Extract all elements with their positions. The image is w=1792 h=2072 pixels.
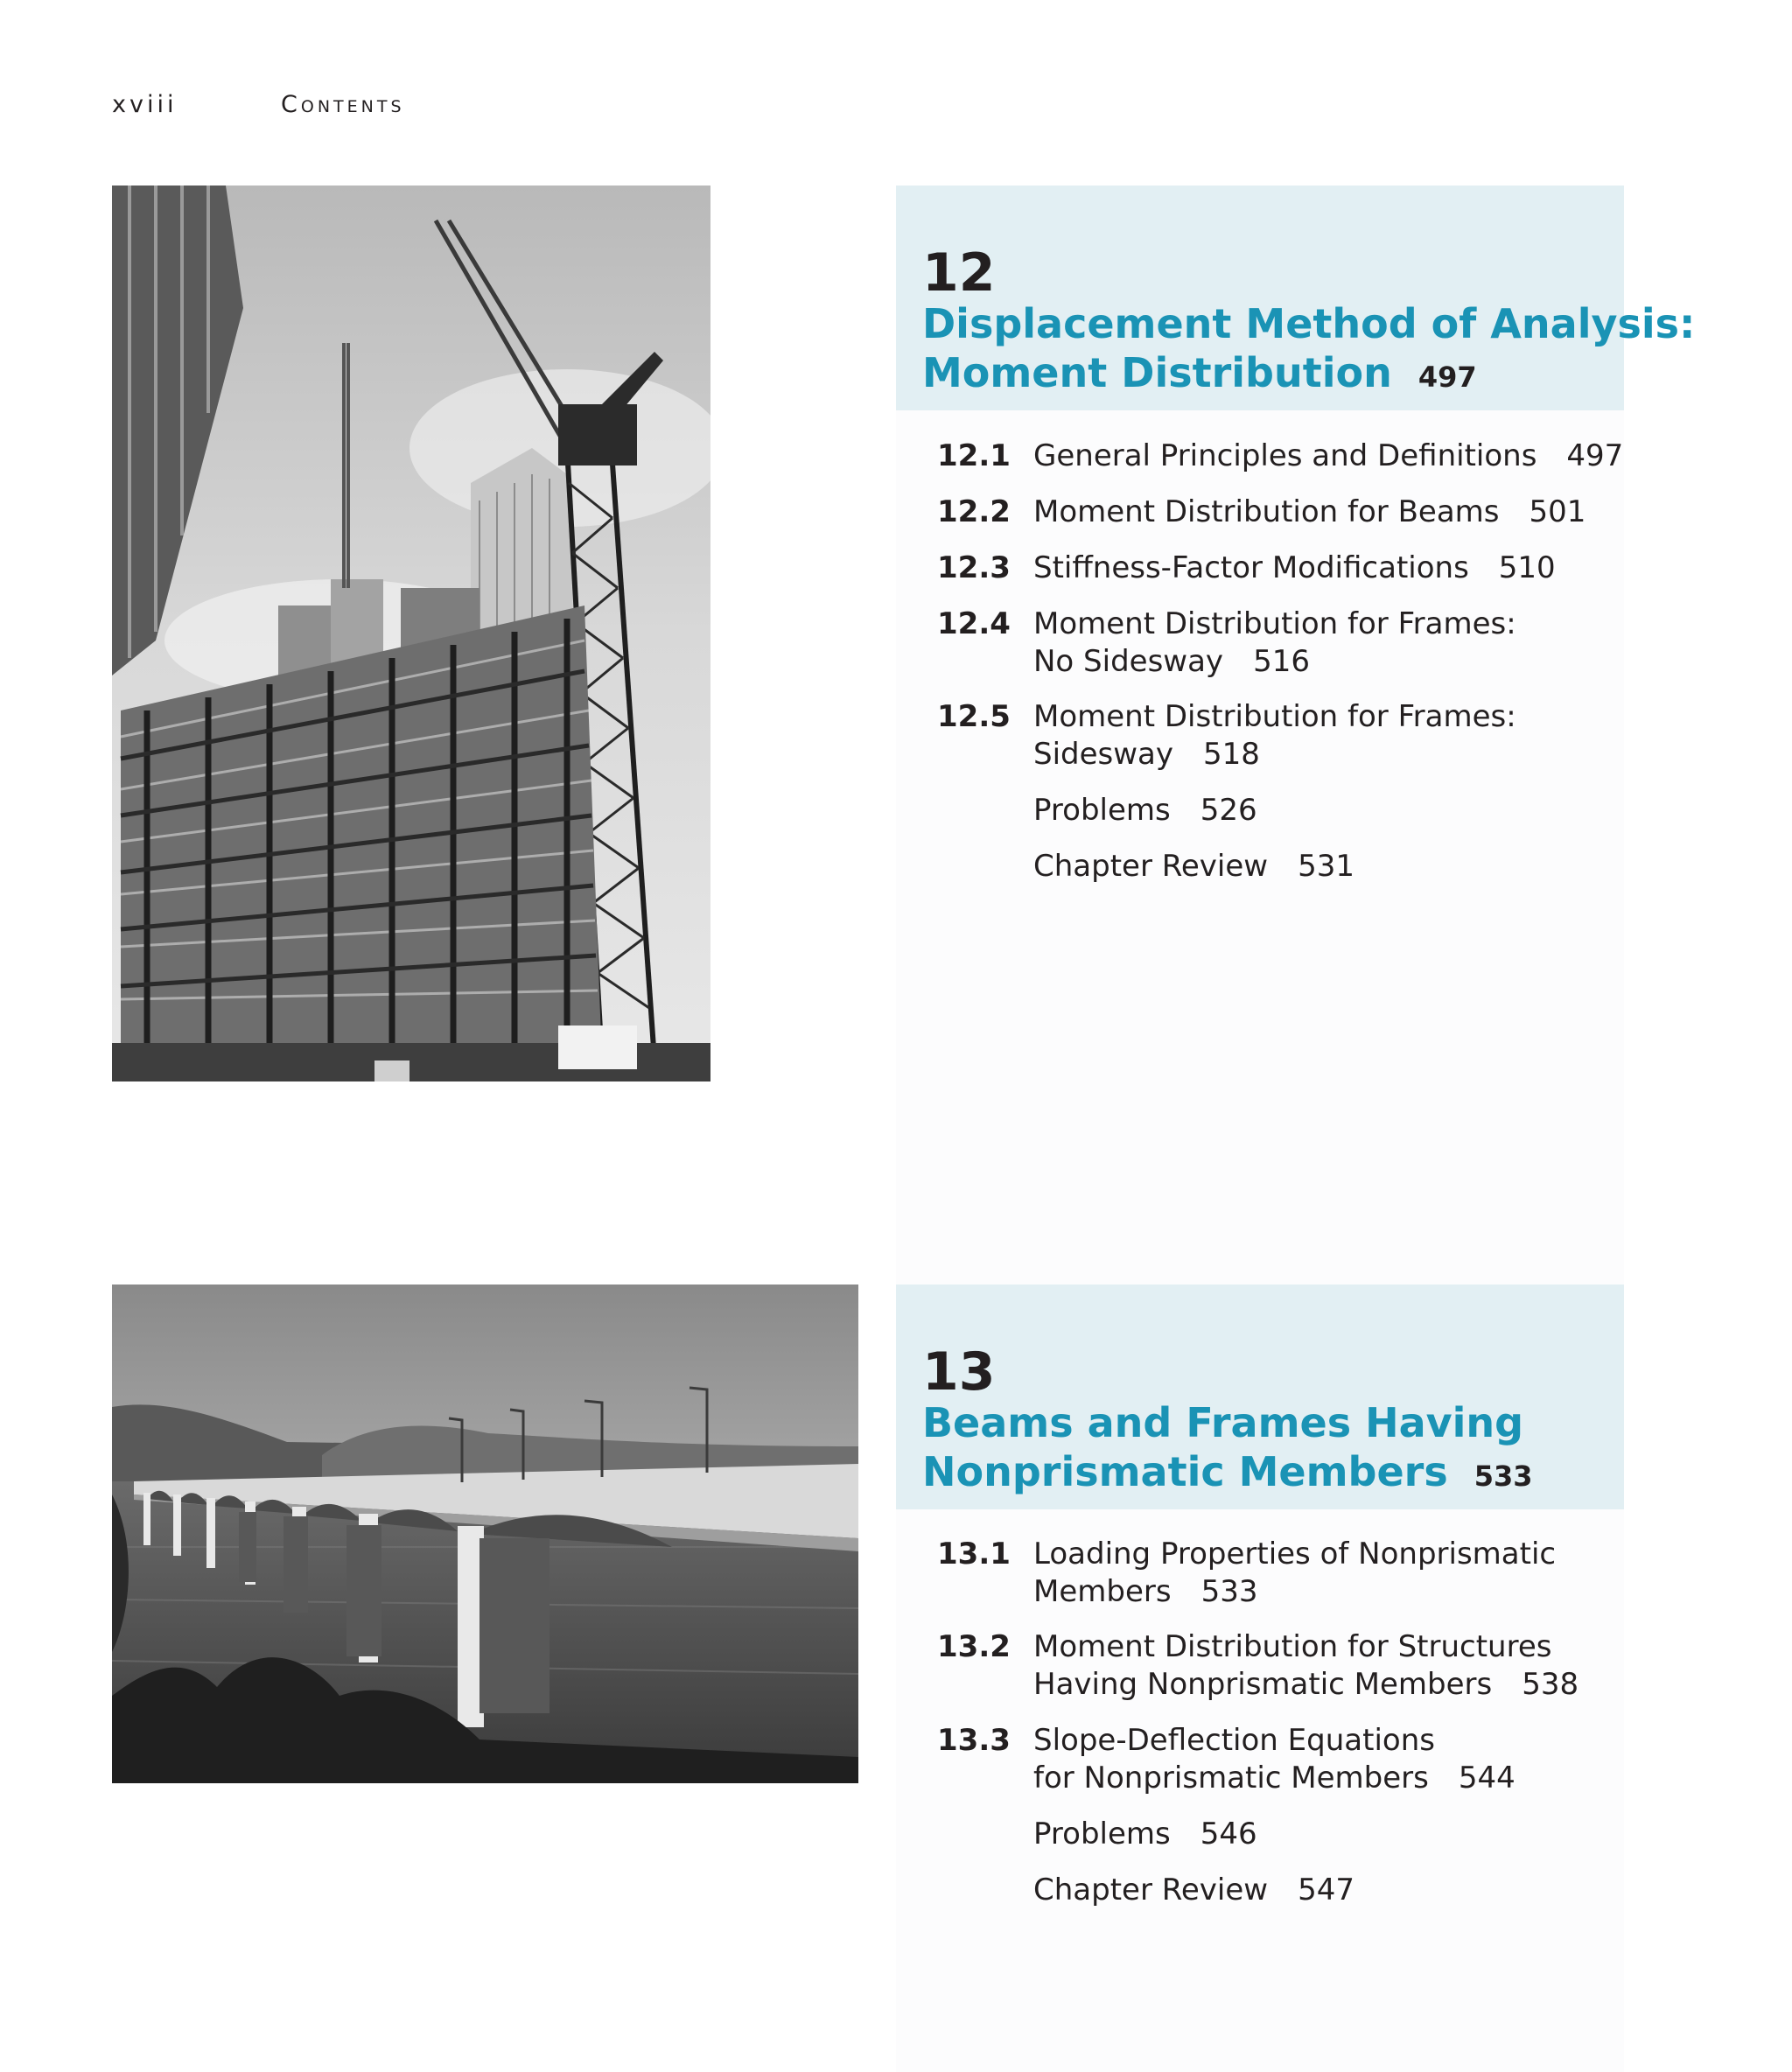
section-number: 13.1 — [937, 1536, 1011, 1572]
section-title-continued — [1033, 736, 1260, 774]
section-page-number: 531 — [1298, 849, 1354, 884]
section-title — [1033, 1816, 1257, 1853]
section-title-continued — [1033, 1760, 1516, 1797]
section-title-text: Moment Distribution for Frames: — [1033, 606, 1516, 641]
chapter-title-line-1: Displacement Method of Analysis: — [922, 300, 1696, 347]
running-head-title-initial: C — [281, 91, 301, 118]
section-title — [1033, 606, 1516, 643]
chapter-title-line-2 — [922, 348, 1477, 402]
section-page-number: 546 — [1200, 1816, 1257, 1852]
section-number: 12.5 — [937, 699, 1011, 734]
running-head — [112, 91, 405, 118]
chapter-12-photo — [112, 186, 710, 1082]
construction-site-image — [112, 186, 710, 1082]
running-head-title — [281, 91, 405, 118]
section-page-number: 544 — [1458, 1760, 1516, 1796]
chapter-13-header — [896, 1284, 1624, 1509]
section-title — [1033, 1536, 1556, 1573]
section-title-text: Loading Properties of Nonprismatic — [1033, 1536, 1557, 1572]
chapter-number: 12 — [922, 242, 996, 304]
section-title-text: Chapter Review — [1033, 849, 1269, 884]
section-page-number: 538 — [1522, 1667, 1579, 1702]
section-title — [1033, 1628, 1551, 1666]
section-title-text: Moment Distribution for Structures — [1033, 1629, 1552, 1664]
section-page-number: 533 — [1200, 1574, 1258, 1609]
section-title — [1033, 848, 1354, 886]
section-title — [1033, 698, 1516, 736]
section-title-text: No Sidesway — [1033, 644, 1224, 679]
section-title-text: Slope-Deflection Equations — [1033, 1723, 1435, 1758]
page-number: xviii — [112, 91, 178, 118]
section-title-text: General Principles and Definitions — [1033, 438, 1537, 473]
section-page-number: 518 — [1203, 737, 1260, 772]
section-title — [1033, 792, 1257, 830]
section-number: 12.1 — [937, 438, 1011, 473]
section-number: 12.4 — [937, 606, 1011, 641]
section-title-text: Sidesway — [1033, 737, 1174, 772]
section-title — [1033, 1722, 1435, 1760]
section-number: 13.3 — [937, 1723, 1011, 1758]
section-title-text: Chapter Review — [1033, 1872, 1269, 1908]
section-title-text: Moment Distribution for Frames: — [1033, 699, 1516, 734]
section-page-number: 501 — [1529, 494, 1586, 529]
section-title-text: Problems — [1033, 1816, 1171, 1852]
section-title-text: Stiffness-Factor Modifications — [1033, 550, 1469, 585]
section-page-number: 510 — [1498, 550, 1556, 585]
section-title-text: Having Nonprismatic Members — [1033, 1667, 1493, 1702]
section-title — [1033, 438, 1623, 475]
section-page-number: 547 — [1298, 1872, 1354, 1908]
chapter-page-number: 497 — [1418, 360, 1477, 394]
chapter-title-text: Moment Distribution — [922, 349, 1392, 396]
section-title-continued — [1033, 1573, 1257, 1611]
section-number: 12.2 — [937, 494, 1011, 529]
section-title — [1033, 1872, 1354, 1909]
section-title-text: Members — [1033, 1574, 1172, 1609]
chapter-page-number: 533 — [1474, 1460, 1533, 1493]
section-title-text: Problems — [1033, 793, 1171, 828]
arch-bridge-image — [112, 1284, 858, 1783]
chapter-13-photo — [112, 1284, 858, 1783]
chapter-title-text: Nonprismatic Members — [922, 1448, 1448, 1495]
section-title-text: for Nonprismatic Members — [1033, 1760, 1429, 1796]
section-title-continued — [1033, 643, 1310, 681]
section-title — [1033, 550, 1556, 587]
section-number: 12.3 — [937, 550, 1011, 585]
chapter-title-line-1: Beams and Frames Having — [922, 1399, 1524, 1446]
section-title-continued — [1033, 1666, 1578, 1704]
running-head-title-rest: ontents — [300, 91, 405, 118]
section-title-text: Moment Distribution for Beams — [1033, 494, 1500, 529]
chapter-12-header — [896, 186, 1696, 410]
section-page-number: 497 — [1566, 438, 1624, 473]
section-page-number: 516 — [1253, 644, 1310, 679]
section-page-number: 526 — [1200, 793, 1257, 828]
chapter-number: 13 — [922, 1341, 996, 1403]
section-title — [1033, 494, 1586, 531]
chapter-title-line-2 — [922, 1447, 1533, 1501]
section-number: 13.2 — [937, 1629, 1011, 1664]
